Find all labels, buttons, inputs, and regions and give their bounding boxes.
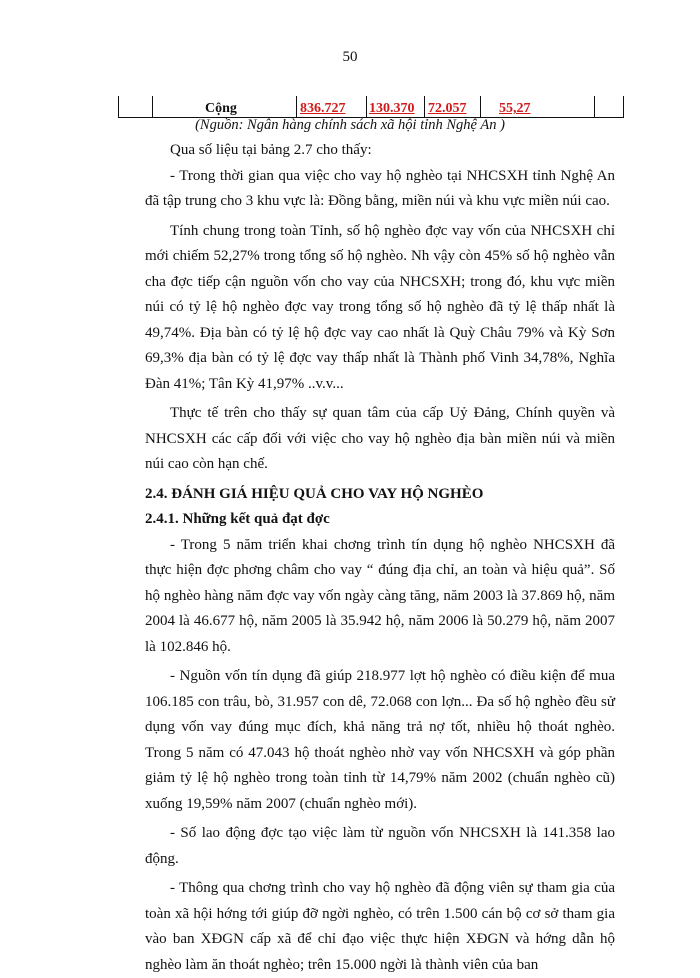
total-value: 72.057 xyxy=(428,101,467,116)
paragraph: Thực tế trên cho thấy sự quan tâm của cấp Uỷ Đảng, Chính quyền và NHCSXH các cấp đối với việc cho vay hộ nghèo địa bàn miền núi và miền núi cao còn hạn chế. xyxy=(145,405,615,472)
table-border xyxy=(480,96,481,117)
paragraph: - Nguồn vốn tín dụng đã giúp 218.977 lợt hộ nghèo có điều kiện để mua 106.185 con trâu, bò, 31.957 con dê, 72.068 con lợn... Đa số hộ nghèo đều sử dụng vốn vay đúng mục đích, khả năng trả nợ tốt, nhiều hộ thoát nghèo. Trong 5 năm có 47.043 hộ thoát nghèo nhờ vay vốn NHCSXH và góp phần giảm tỷ lệ hộ nghèo trong toàn tỉnh từ 14,79% năm 2002 (chuẩn nghèo cũ) xuống 19,59% năm 2007 (chuẩn nghèo mới). xyxy=(145,668,615,812)
body-text xyxy=(145,138,615,978)
section-heading: 2.4. ĐÁNH GIÁ HIỆU QUẢ CHO VAY HỘ NGHÈO xyxy=(145,485,484,502)
paragraph: - Số lao động đợc tạo việc làm từ nguồn vốn NHCSXH là 141.358 lao động. xyxy=(145,825,615,867)
table-border xyxy=(118,96,119,117)
paragraph: - Thông qua chơng trình cho vay hộ nghèo đã động viên sự tham gia của toàn xã hội hớng tới giúp đỡ ngời nghèo, có trên 1.500 cán bộ cơ sở tham gia vào ban XĐGN cấp xã để chỉ đạo việc thực hiện XĐGN và hớng dẫn hộ nghèo làm ăn thoát nghèo; trên 15.000 ngời là thành viên của ban xyxy=(145,880,615,973)
paragraph: Qua số liệu tại bảng 2.7 cho thấy: xyxy=(170,142,372,158)
total-label: Cộng xyxy=(205,101,237,116)
paragraph: - Trong 5 năm triển khai chơng trình tín dụng hộ nghèo NHCSXH đã thực hiện đợc phơng châm cho vay “ đúng địa chỉ, an toàn và hiệu quả”. Số hộ nghèo hàng năm đợc vay vốn ngày càng tăng, năm 2003 là 37.869 hộ, năm 2004 là 46.677 hộ, năm 2005 là 35.942 hộ, năm 2006 là 50.279 hộ, năm 2007 là 102.846 hộ. xyxy=(145,536,615,655)
total-value: 55,27 xyxy=(499,101,531,116)
table-border xyxy=(366,96,367,117)
total-value: 130.370 xyxy=(369,101,415,116)
page-number: 50 xyxy=(342,49,358,65)
source-note: (Nguồn: Ngân hàng chính sách xã hội tỉnh Nghệ An ) xyxy=(195,117,505,133)
subsection-heading: 2.4.1. Những kết quả đạt đợc xyxy=(145,511,330,527)
table-border xyxy=(594,96,595,117)
paragraph: - Trong thời gian qua việc cho vay hộ nghèo tại NHCSXH tỉnh Nghệ An đã tập trung cho 3 khu vực là: Đồng bằng, miền núi và khu vực miền núi cao. xyxy=(145,167,615,209)
table-border xyxy=(424,96,425,117)
table-total-row xyxy=(118,96,624,118)
paragraph: Tính chung trong toàn Tỉnh, số hộ nghèo đợc vay vốn của NHCSXH chỉ mới chiếm 52,27% trong tổng số hộ nghèo. Nh vậy còn 45% số hộ nghèo vẫn cha đợc tiếp cận nguồn vốn cho vay của NHCSXH; trong đó, khu vực miền núi có tỷ lệ hộ nghèo đợc vay trong tổng số hộ nghèo đã tỷ lệ thấp nhất là 49,74%. Địa bàn có tỷ lệ hộ đợc vay cao nhất là Quỳ Châu 79% và Kỳ Sơn 69,3% địa bàn có tỷ lệ đợc vay thấp nhất là Thành phố Vinh 34,78%, Nghĩa Đàn 41%; Tân Kỳ 41,97% ..v.v... xyxy=(145,222,615,392)
total-value: 836.727 xyxy=(300,101,346,116)
table-border xyxy=(296,96,297,117)
table-border xyxy=(152,96,153,117)
table-border xyxy=(623,96,624,117)
